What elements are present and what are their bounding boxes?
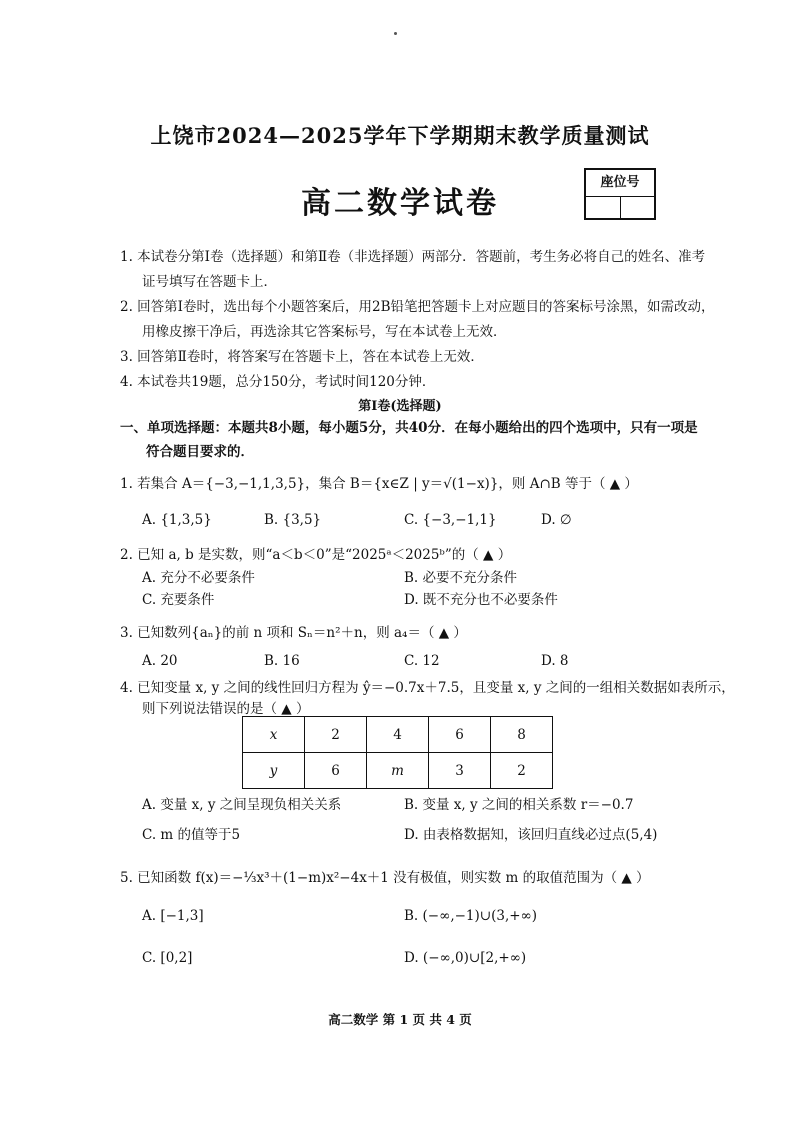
question-4-stem: 4. 已知变量 x, y 之间的线性回归方程为 ŷ＝−0.7x＋7.5，且变量 x, y 之间的一组相关数据如表所示，	[120, 680, 735, 696]
q5-option-b: B. (−∞,−1)∪(3,+∞)	[404, 908, 538, 924]
seat-number-box	[584, 168, 656, 220]
instruction-1-cont: 证号填写在答题卡上．	[142, 274, 277, 290]
q4-option-b: B. 变量 x, y 之间的相关系数 r＝−0.7	[404, 797, 634, 813]
q2-option-c: C. 充要条件	[142, 592, 215, 608]
seat-number-cells	[586, 197, 654, 219]
q1-option-a: A. {1,3,5}	[142, 512, 212, 528]
table-cell: 8	[491, 717, 553, 753]
question-4-stem-cont: 则下列说法错误的是（ ▲ ）	[142, 701, 310, 717]
table-row	[243, 753, 553, 789]
table-cell: 6	[429, 717, 491, 753]
table-cell: 2	[491, 753, 553, 789]
page-footer: 高二数学 第 1 页 共 4 页	[328, 1012, 472, 1027]
question-1-stem: 1. 若集合 A＝{−3,−1,1,3,5}，集合 B＝{x∈Z | y＝√(1−x)}，则 A∩B 等于（ ▲ ）	[120, 476, 638, 492]
exam-subtitle: 高二数学试卷	[301, 186, 499, 221]
table-cell: m	[367, 753, 429, 789]
table-cell: 4	[367, 717, 429, 753]
question-3-stem: 3. 已知数列{aₙ}的前 n 项和 Sₙ＝n²＋n，则 a₄＝（ ▲ ）	[120, 625, 467, 641]
instruction-2-cont: 用橡皮擦干净后，再选涂其它答案标号，写在本试卷上无效．	[142, 324, 507, 340]
q1-option-b: B. {3,5}	[264, 512, 322, 528]
q3-option-a: A. 20	[142, 653, 178, 669]
table-cell: 2	[305, 717, 367, 753]
table-cell: 6	[305, 753, 367, 789]
part-intro: 一、单项选择题：本题共8小题，每小题5分，共40分．在每小题给出的四个选项中，只有一项是	[120, 420, 698, 436]
q5-option-d: D. (−∞,0)∪[2,+∞)	[404, 950, 527, 966]
question-2-stem: 2. 已知 a, b 是实数，则“a＜b＜0”是“2025ᵃ＜2025ᵇ”的（ ▲ ）	[120, 547, 512, 563]
q5-option-c: C. [0,2]	[142, 950, 193, 966]
q4-option-c: C. m 的值等于5	[142, 827, 241, 843]
part-intro-cont: 符合题目要求的．	[146, 444, 254, 460]
exam-title: 上饶市2024—2025学年下学期期末教学质量测试	[150, 123, 650, 148]
instruction-1: 1. 本试卷分第Ⅰ卷（选择题）和第Ⅱ卷（非选择题）两部分．答题前，考生务必将自己的姓名、准考	[120, 249, 706, 265]
seat-number-label: 座位号	[586, 170, 654, 197]
q3-option-d: D. 8	[541, 653, 569, 669]
table-cell: y	[243, 753, 305, 789]
q2-option-d: D. 既不充分也不必要条件	[404, 592, 558, 608]
q2-option-b: B. 必要不充分条件	[404, 570, 518, 586]
table-row	[243, 717, 553, 753]
q4-data-table	[242, 716, 553, 789]
table-cell: 3	[429, 753, 491, 789]
instruction-3: 3. 回答第Ⅱ卷时，将答案写在答题卡上，答在本试卷上无效．	[120, 349, 484, 365]
q1-option-d: D. ∅	[541, 512, 572, 528]
q4-option-d: D. 由表格数据知，该回归直线必过点(5,4)	[404, 827, 658, 843]
seat-cell-2	[621, 197, 655, 219]
q1-option-c: C. {−3,−1,1}	[404, 512, 497, 528]
q4-option-a: A. 变量 x, y 之间呈现负相关关系	[142, 797, 342, 813]
table-cell: x	[243, 717, 305, 753]
q3-option-b: B. 16	[264, 653, 300, 669]
section-title: 第Ⅰ卷(选择题)	[358, 399, 442, 414]
seat-cell-1	[586, 197, 621, 219]
instruction-2: 2. 回答第Ⅰ卷时，选出每个小题答案后，用2B铅笔把答题卡上对应题目的答案标号涂黑，如需改动，	[120, 299, 715, 315]
q2-option-a: A. 充分不必要条件	[142, 570, 255, 586]
q3-option-c: C. 12	[404, 653, 440, 669]
scan-dot	[394, 32, 397, 35]
question-5-stem: 5. 已知函数 f(x)＝−⅓x³＋(1−m)x²−4x＋1 没有极值，则实数 m 的取值范围为（ ▲ ）	[120, 870, 650, 886]
instruction-4: 4. 本试卷共19题，总分150分，考试时间120分钟．	[120, 374, 436, 390]
q5-option-a: A. [−1,3]	[142, 908, 204, 924]
